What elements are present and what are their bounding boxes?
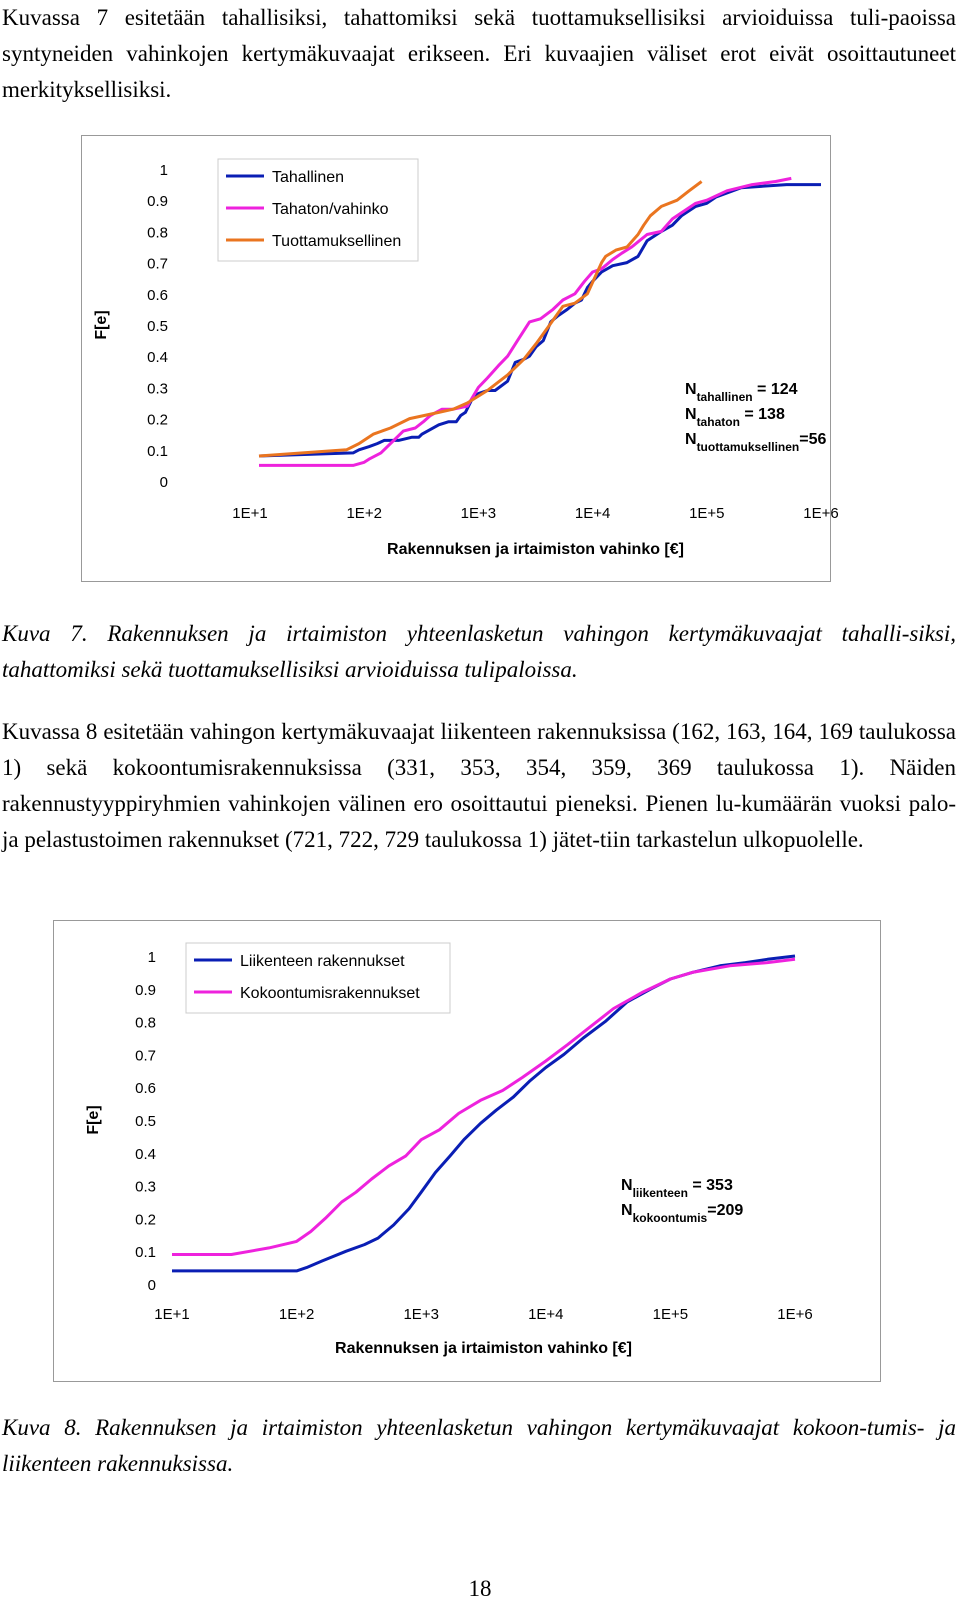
y-tick-label: 0.5 — [135, 1113, 156, 1130]
legend-label: Liikenteen rakennukset — [240, 953, 405, 970]
y-tick-label: 0.1 — [135, 1244, 156, 1262]
x-tick-label: 1E+6 — [803, 505, 839, 522]
legend — [186, 943, 450, 1013]
caption-kuva8: Kuva 8. Rakennuksen ja irtaimiston yhteenlasketun vahingon kertymäkuvaajat kokoon-tumis- ja liikenteen rakennuksissa. — [2, 1415, 956, 1476]
y-tick-label: 0.9 — [147, 193, 168, 211]
page-number: 18 — [468, 1576, 492, 1601]
chart-kuva8-svg — [54, 921, 880, 1381]
x-tick-label: 1E+2 — [346, 505, 382, 522]
y-tick-label: 0.8 — [147, 224, 168, 242]
intro-paragraph: Kuvassa 7 esitetään tahallisiksi, tahattomiksi sekä tuottamuksellisiksi arvioiduissa tuli-paoissa syntyneiden vahinkojen kertymäkuvaajat erikseen. Eri kuvaajien väliset erot eivät osoittautuneet merkityksellisiksi. — [2, 5, 956, 102]
y-tick-label: 0 — [159, 474, 168, 491]
y-axis-label: F[e] — [85, 1105, 102, 1135]
y-tick-label: 1 — [159, 162, 168, 179]
y-tick-label: 0.5 — [147, 318, 168, 335]
x-axis-label: Rakennuksen ja irtaimiston vahinko [€] — [387, 541, 684, 558]
sample-size-annotation: $N_{kokoontumis}=209$ — [621, 1202, 744, 1225]
y-tick-label: 0.3 — [147, 380, 168, 398]
x-tick-label: 1E+6 — [777, 1306, 813, 1323]
legend-label: Tahallinen — [272, 169, 345, 186]
y-axis-label: F[e] — [93, 310, 110, 340]
y-tick-label: 0.7 — [135, 1047, 156, 1065]
x-tick-label: 1E+4 — [574, 505, 611, 522]
y-tick-label: 0.3 — [135, 1178, 156, 1196]
y-tick-label: 0.4 — [135, 1145, 156, 1163]
caption-kuva7: Kuva 7. Rakennuksen ja irtaimiston yhteenlasketun vahingon kertymäkuvaajat tahalli-siksi, tahattomiksi sekä tuottamuksellisiksi arvioiduissa tulipaloissa. — [2, 621, 956, 682]
y-tick-label: 0.1 — [147, 442, 168, 460]
x-tick-label: 1E+5 — [689, 505, 725, 522]
x-tick-label: 1E+3 — [403, 1306, 439, 1323]
sample-size-annotation: $N_{tahaton} = 138$ — [685, 406, 785, 429]
legend-label: Kokoontumisrakennukset — [240, 985, 420, 1002]
sample-size-annotation: $N_{tuottamuksellinen}=56$ — [685, 431, 827, 454]
y-tick-label: 0.4 — [147, 349, 168, 367]
sample-size-annotation: $N_{liikenteen} = 353$ — [621, 1177, 733, 1200]
x-axis-label: Rakennuksen ja irtaimiston vahinko [€] — [335, 1340, 632, 1357]
y-tick-label: 0.2 — [135, 1211, 156, 1229]
chart-kuva8 — [53, 920, 881, 1382]
y-tick-label: 0.2 — [147, 411, 168, 429]
chart-kuva7 — [81, 135, 839, 582]
y-tick-label: 0 — [147, 1277, 156, 1294]
x-tick-label: 1E+1 — [154, 1306, 190, 1323]
x-tick-label: 1E+3 — [460, 505, 497, 522]
x-tick-label: 1E+5 — [652, 1306, 689, 1323]
legend — [218, 159, 418, 261]
y-tick-label: 0.6 — [147, 286, 168, 304]
y-tick-label: 0.9 — [135, 981, 156, 999]
x-tick-label: 1E+2 — [278, 1306, 315, 1323]
y-tick-label: 1 — [147, 949, 156, 966]
y-tick-label: 0.7 — [147, 255, 168, 273]
legend-label: Tahaton/vahinko — [272, 201, 389, 218]
y-tick-label: 0.6 — [135, 1080, 156, 1098]
y-tick-label: 0.8 — [135, 1014, 156, 1032]
x-tick-label: 1E+1 — [232, 505, 268, 522]
chart-kuva7-svg — [82, 136, 839, 581]
body-paragraph: Kuvassa 8 esitetään vahingon kertymäkuvaajat liikenteen rakennuksissa (162, 163, 164, 169 taulukossa 1) sekä kokoontumisrakennuksissa (331, 353, 354, 359, 369 taulukossa 1). Näiden rakennustyyppiryhmien vahinkojen välinen ero osoittautui pieneksi. Pienen lu-kumäärän vuoksi palo- ja pelastustoimen rakennukset (721, 722, 729 taulukossa 1) jätet-tiin tarkastelun ulkopuolelle. — [2, 719, 956, 852]
x-tick-label: 1E+4 — [528, 1306, 564, 1323]
sample-size-annotation: $N_{tahallinen} = 124$ — [685, 381, 798, 404]
legend-label: Tuottamuksellinen — [272, 233, 402, 250]
